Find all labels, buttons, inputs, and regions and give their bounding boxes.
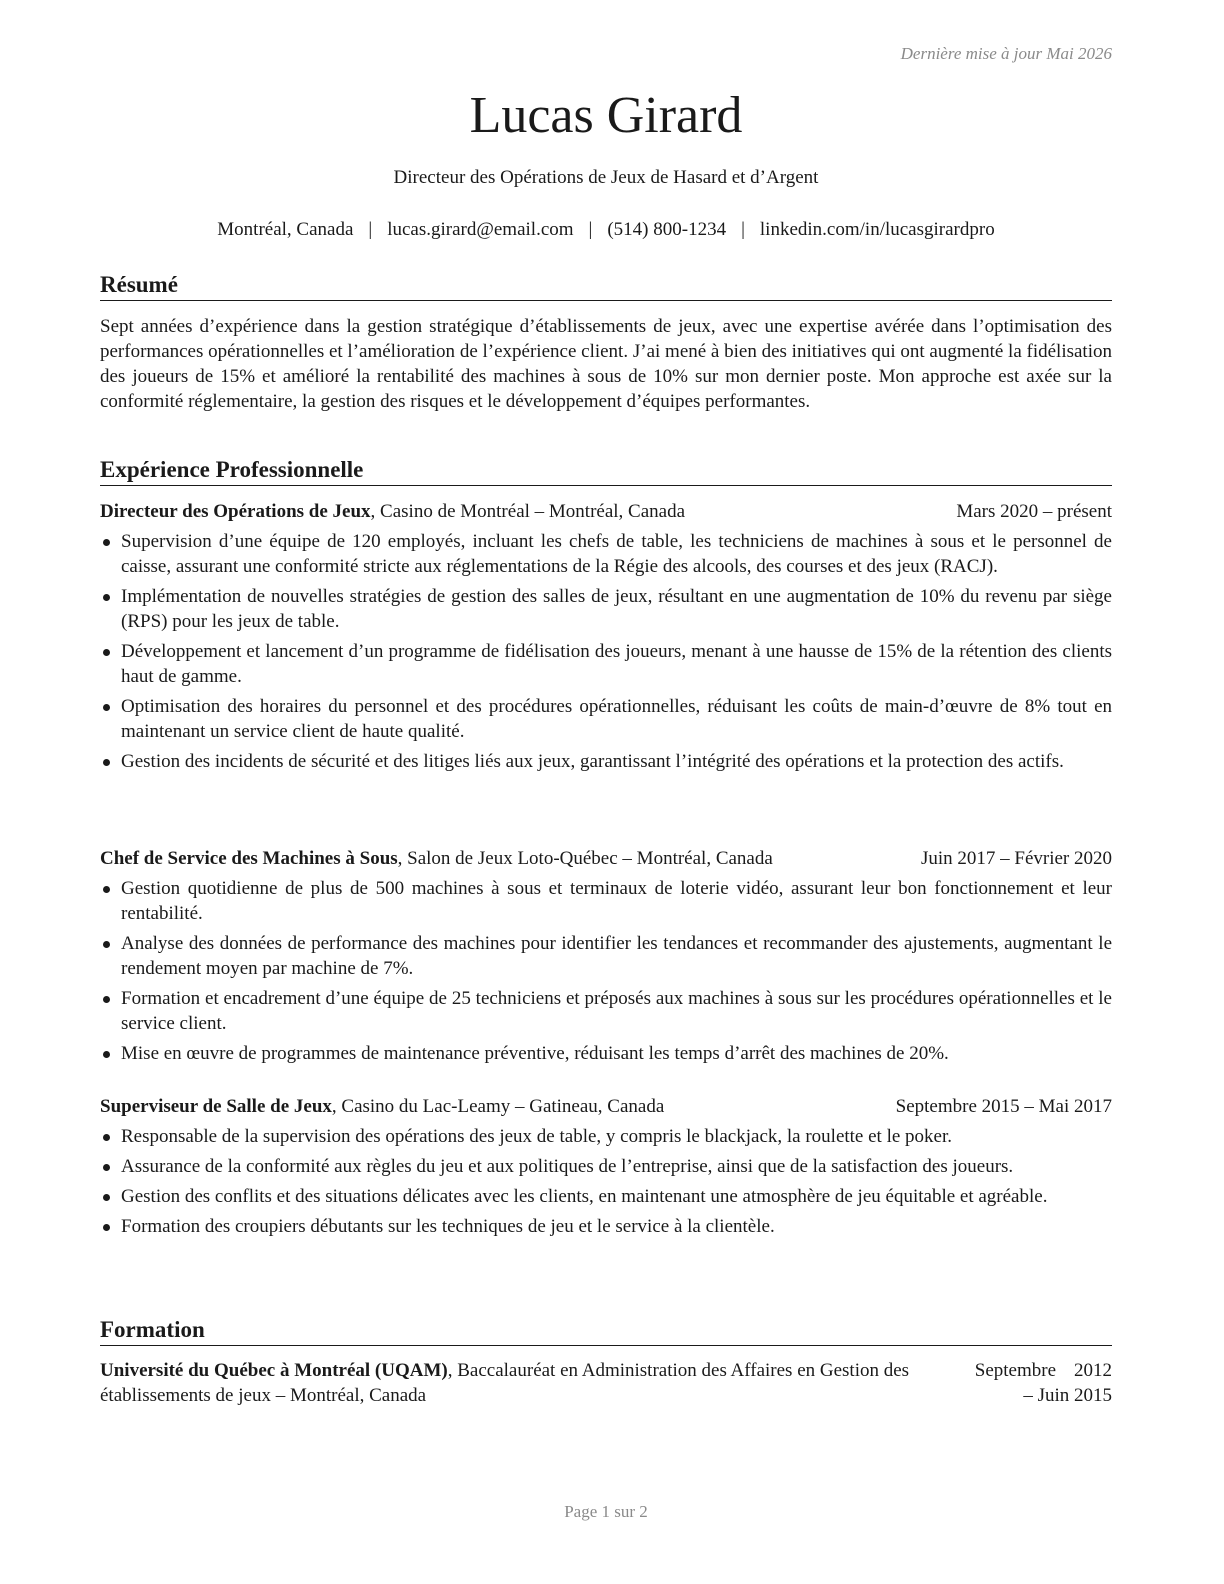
contact-email[interactable]: lucas.girard@email.com xyxy=(387,219,574,240)
summary-text: Sept années d’expérience dans la gestion stratégique d’établissements de jeux, avec une expertise avérée dans l’optimisation des performances opérationnelles et l’amélioration de l’expérience client. J’ai mené à bien des initiatives qui ont augmenté la fidélisation des joueurs de 15% et amélioré la rentabilité des machines à sous de 10% sur mon dernier poste. Mon approche est axée sur la conformité réglementaire, la gestion des risques et le développement d’équipes performantes. xyxy=(100,316,1112,412)
job-header xyxy=(100,499,1112,524)
education-degree: , Baccalauréat en Administration des Affaires en Gestion des établissements de jeux – Montréal, Canada xyxy=(100,1360,910,1406)
bullet-item: Formation des croupiers débutants sur les techniques de jeu et le service à la clientèle. xyxy=(100,1214,1112,1239)
bullet-item: Formation et encadrement d’une équipe de 25 techniciens et préposés aux machines à sous sur les procédures opérationnelles et le service client. xyxy=(100,986,1112,1036)
section-heading-education: Formation xyxy=(100,1316,1112,1346)
bullet-item: Supervision d’une équipe de 120 employés, incluant les chefs de table, les techniciens de machines à sous et le personnel de caisse, assurant une conformité stricte aux réglementations de la Régie des alcools, des courses et des jeux (RACJ). xyxy=(100,529,1112,579)
contact-location: Montréal, Canada xyxy=(217,219,354,240)
job-entry xyxy=(100,846,1112,1066)
bullet-item: Analyse des données de performance des machines pour identifier les tendances et recommander des ajustements, augmentant le rendement moyen par machine de 7%. xyxy=(100,931,1112,981)
contact-line xyxy=(100,219,1112,241)
education-entry xyxy=(100,1358,1112,1408)
bullet-item: Responsable de la supervision des opérations des jeux de table, y compris le blackjack, la roulette et le poker. xyxy=(100,1124,1112,1149)
job-place: , Casino du Lac-Leamy – Gatineau, Canada xyxy=(331,1096,665,1117)
contact-separator: | xyxy=(368,219,373,240)
contact-separator: | xyxy=(588,219,593,240)
contact-separator: | xyxy=(741,219,745,240)
job-bullets xyxy=(100,876,1112,1066)
last-updated: Dernière mise à jour Mai 2026 xyxy=(900,44,1112,63)
job-bullets xyxy=(100,529,1112,774)
section-heading-summary: Résumé xyxy=(100,271,1112,301)
education-dates: Septembre 2012 – Juin 2015 xyxy=(974,1360,1112,1406)
bullet-item: Développement et lancement d’un programme de fidélisation des joueurs, menant à une hausse de 15% de la rétention des clients haut de gamme. xyxy=(100,639,1112,689)
bullet-item: Implémentation de nouvelles stratégies de gestion des salles de jeux, résultant en une augmentation de 10% du revenu par siège (RPS) pour les jeux de table. xyxy=(100,584,1112,634)
job-role: Directeur des Opérations de Jeux xyxy=(100,501,371,522)
bullet-item: Gestion des incidents de sécurité et des litiges liés aux jeux, garantissant l’intégrité des opérations et la protection des actifs. xyxy=(100,749,1112,774)
bullet-item: Mise en œuvre de programmes de maintenance préventive, réduisant les temps d’arrêt des machines de 20%. xyxy=(100,1041,1112,1066)
education-school: Université du Québec à Montréal (UQAM) xyxy=(100,1360,448,1381)
contact-phone: (514) 800-1234 xyxy=(607,219,727,240)
job-role: Superviseur de Salle de Jeux xyxy=(100,1096,332,1117)
job-header xyxy=(100,1094,1112,1119)
section-heading-experience: Expérience Professionnelle xyxy=(100,456,1112,486)
bullet-item: Assurance de la conformité aux règles du jeu et aux politiques de l’entreprise, ainsi que de la satisfaction des joueurs. xyxy=(100,1154,1112,1179)
bullet-item: Optimisation des horaires du personnel et des procédures opérationnelles, réduisant les coûts de main-d’œuvre de 8% tout en maintenant un service client de haute qualité. xyxy=(100,694,1112,744)
job-place: , Casino de Montréal – Montréal, Canada xyxy=(370,501,686,522)
job-entry xyxy=(100,1094,1112,1239)
job-entry xyxy=(100,499,1112,774)
bullet-item: Gestion quotidienne de plus de 500 machines à sous et terminaux de loterie vidéo, assurant leur bon fonctionnement et leur rentabilité. xyxy=(100,876,1112,926)
job-dates: Septembre 2015 – Mai 2017 xyxy=(895,1096,1112,1117)
job-role: Chef de Service des Machines à Sous xyxy=(100,848,398,869)
bullet-item: Gestion des conflits et des situations délicates avec les clients, en maintenant une atmosphère de jeu équitable et agréable. xyxy=(100,1184,1112,1209)
job-header xyxy=(100,846,1112,871)
candidate-title: Directeur des Opérations de Jeux de Hasard et d’Argent xyxy=(393,167,819,188)
candidate-name: Lucas Girard xyxy=(469,87,743,144)
page-number: Page 1 sur 2 xyxy=(564,1502,648,1521)
contact-linkedin[interactable]: linkedin.com/in/lucasgirardpro xyxy=(759,219,995,240)
job-bullets xyxy=(100,1124,1112,1239)
job-dates: Juin 2017 – Février 2020 xyxy=(920,848,1112,869)
job-place: , Salon de Jeux Loto-Québec – Montréal, Canada xyxy=(397,848,773,869)
job-dates: Mars 2020 – présent xyxy=(956,501,1112,522)
